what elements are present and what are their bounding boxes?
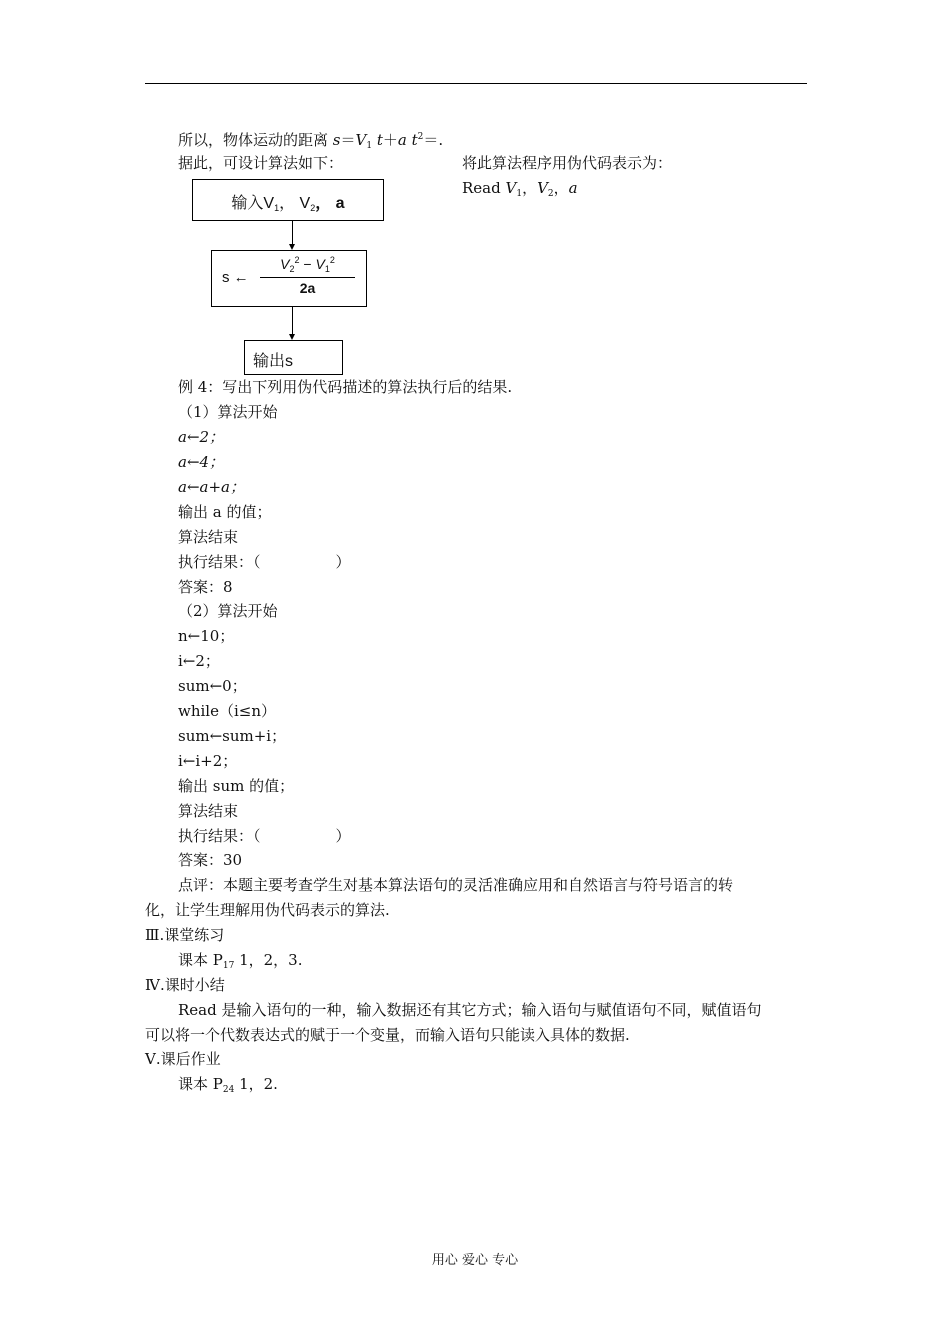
section4-line-2: 可以将一个代数表达式的赋于一个变量，而输入语句只能读入具体的数据. bbox=[145, 1026, 630, 1044]
flowchart-assign-box bbox=[211, 250, 367, 307]
part2-line: 算法结束 bbox=[178, 802, 239, 820]
section5-page-sub: 24 bbox=[222, 1085, 235, 1095]
section3-heading: Ⅲ.课堂练习 bbox=[145, 926, 225, 944]
section4-line-1: Read 是输入语句的一种，输入数据还有其它方式；输入语句与赋值语句不同，赋值语句 bbox=[178, 1001, 762, 1019]
var-a: a bbox=[397, 131, 407, 149]
section5-heading: Ⅴ.课后作业 bbox=[145, 1050, 221, 1068]
input-box-label bbox=[193, 190, 383, 213]
part1-line: a←4； bbox=[178, 453, 225, 471]
read-v2: V bbox=[537, 179, 548, 197]
fraction-numerator bbox=[260, 255, 355, 274]
formula-prefix: 所以，物体运动的距离 bbox=[178, 131, 333, 149]
read-sep-1: ， bbox=[522, 179, 538, 197]
var-v1: V bbox=[355, 131, 367, 149]
page-footer: 用心 爱心 专心 bbox=[431, 1253, 519, 1268]
read-sep-2: ， bbox=[553, 179, 569, 197]
part2-line: n←10； bbox=[178, 627, 235, 645]
part1-line: （1）算法开始 bbox=[178, 403, 278, 421]
part2-line: i←i+2； bbox=[178, 752, 238, 770]
section3-suffix: 1，2，3. bbox=[234, 951, 303, 969]
arrow-line-1 bbox=[292, 220, 293, 244]
part2-line: while（i≤n） bbox=[178, 702, 276, 720]
input-suffix: ， a bbox=[315, 195, 345, 212]
section4-heading: Ⅳ.课时小结 bbox=[145, 976, 225, 994]
part1-line: a←2； bbox=[178, 428, 225, 446]
var-t: t bbox=[372, 131, 383, 149]
var-t-squared: t bbox=[406, 131, 418, 149]
var-s: s bbox=[332, 131, 341, 149]
part1-line: 执行结果：（ ） bbox=[178, 553, 351, 571]
read-v1: V bbox=[505, 179, 517, 197]
arrow-line-2 bbox=[292, 306, 293, 334]
comment-line-2: 化，让学生理解用伪代码表示的算法. bbox=[145, 901, 390, 919]
section5-prefix: 课本 P bbox=[178, 1075, 223, 1093]
part2-line: i←2； bbox=[178, 652, 220, 670]
read-v1-sub: 1 bbox=[516, 189, 523, 199]
formula-suffix: ＝. bbox=[423, 131, 444, 149]
section5-text bbox=[178, 1074, 278, 1100]
section3-text bbox=[178, 950, 303, 976]
fraction-denominator: 2a bbox=[299, 280, 316, 296]
num-v2-sub: 2 bbox=[289, 264, 295, 274]
distance-formula-line bbox=[178, 127, 443, 156]
flowchart-output-box bbox=[244, 340, 343, 375]
pseudo-code-title: 将此算法程序用伪代码表示为： bbox=[462, 154, 673, 172]
plus-sign: ＋ bbox=[382, 131, 398, 149]
num-minus: − bbox=[299, 256, 316, 272]
section5-suffix: 1，2. bbox=[234, 1075, 278, 1093]
part2-line: sum←sum+i； bbox=[178, 727, 287, 745]
read-a: a bbox=[568, 179, 578, 197]
equals-sign: ＝ bbox=[340, 131, 356, 149]
output-label: 输出s bbox=[253, 353, 294, 370]
v1-subscript: 1 bbox=[366, 141, 373, 151]
input-v2-sub: 2 bbox=[310, 203, 316, 213]
part2-line: 执行结果：（ ） bbox=[178, 827, 351, 845]
part1-line: 输出 a 的值； bbox=[178, 503, 272, 521]
num-v2: V bbox=[280, 256, 290, 272]
part2-line: 答案：30 bbox=[178, 851, 243, 869]
input-mid: ， V bbox=[279, 195, 311, 212]
num-v1-sub: 1 bbox=[324, 264, 330, 274]
comment-line-1: 点评：本题主要考查学生对基本算法语句的灵活准确应用和自然语言与符号语言的转 bbox=[178, 876, 734, 894]
section3-prefix: 课本 P bbox=[178, 951, 223, 969]
part2-line: 输出 sum 的值； bbox=[178, 777, 295, 795]
t-superscript: 2 bbox=[417, 132, 424, 142]
part1-line: 算法结束 bbox=[178, 528, 239, 546]
read-v2-sub: 2 bbox=[547, 189, 554, 199]
fraction-bar bbox=[260, 277, 355, 278]
read-statement bbox=[462, 178, 578, 204]
example-title: 例 4：写出下列用伪代码描述的算法执行后的结果. bbox=[178, 378, 513, 396]
flowchart-input-box bbox=[192, 179, 384, 221]
input-prefix: 输入V bbox=[231, 195, 275, 212]
input-v1-sub: 1 bbox=[274, 203, 280, 213]
num-v1-sup: 2 bbox=[329, 255, 335, 265]
num-v1: V bbox=[315, 256, 325, 272]
design-intro-line: 据此，可设计算法如下： bbox=[178, 154, 344, 172]
header-rule bbox=[145, 83, 807, 84]
part2-line: （2）算法开始 bbox=[178, 602, 278, 620]
assign-lhs: s ← bbox=[222, 269, 249, 286]
read-keyword: Read bbox=[462, 179, 506, 197]
part1-line: 答案：8 bbox=[178, 578, 233, 596]
section3-page-sub: 17 bbox=[222, 961, 235, 971]
part2-line: sum←0； bbox=[178, 677, 247, 695]
num-v2-sup: 2 bbox=[294, 255, 300, 265]
part1-line: a←a+a； bbox=[178, 478, 245, 496]
